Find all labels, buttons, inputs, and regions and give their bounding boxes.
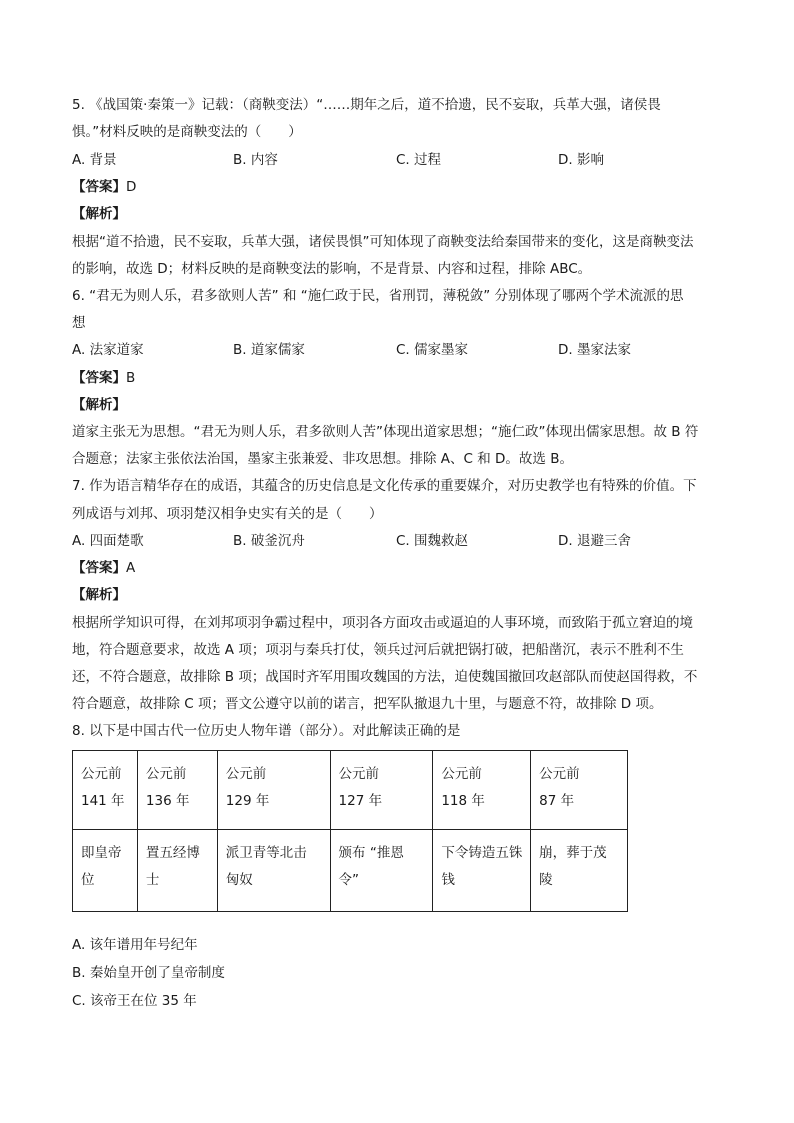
year-cell: 公元前 129 年 — [217, 751, 330, 830]
q5-option-a: A. 背景 — [72, 152, 117, 168]
q8-option-c: C. 该帝王在位 35 年 — [72, 993, 197, 1009]
q6-option-b: B. 道家儒家 — [233, 342, 305, 358]
q8-option-a: A. 该年谱用年号纪年 — [72, 937, 198, 953]
event-cell: 崩，葬于茂 陵 — [531, 830, 628, 912]
q7-answer — [72, 558, 135, 578]
q6-option-c: C. 儒家墨家 — [396, 342, 469, 358]
q7-analysis-line2: 地，符合题意要求，故选 A 项；项羽与秦兵打仗，领兵过河后就把锅打破，把船凿沉，表示不胜利不生 — [72, 642, 684, 658]
year-cell: 公元前 87 年 — [531, 751, 628, 830]
answer-label: 【答案】 — [72, 370, 126, 386]
event-cell: 派卫青等北击 匈奴 — [217, 830, 330, 912]
q5-option-d: D. 影响 — [558, 152, 604, 168]
year-cell: 公元前 136 年 — [137, 751, 217, 830]
q5-analysis-line1: 根据“道不拾遗，民不妄取，兵革大强，诸侯畏惧”可知体现了商鞅变法给秦国带来的变化，这是商鞅变法 — [72, 234, 694, 250]
event-cell: 下令铸造五铢 钱 — [433, 830, 531, 912]
answer-value: B — [126, 370, 136, 386]
q6-analysis-line2: 合题意；法家主张依法治国，墨家主张兼爱、非攻思想。排除 A、C 和 D。故选 B。 — [72, 451, 573, 467]
q5-stem-line2: 惧。”材料反映的是商鞅变法的（ ） — [72, 124, 302, 140]
q8-stem: 8. 以下是中国古代一位历史人物年谱（部分）。对此解读正确的是 — [72, 723, 461, 739]
q6-analysis-line1: 道家主张无为思想。“君无为则人乐，君多欲则人苦”体现出道家思想；“施仁政”体现出儒家思想。故 B 符 — [72, 424, 699, 440]
q7-option-a: A. 四面楚歌 — [72, 533, 144, 549]
q6-answer — [72, 368, 135, 388]
q5-analysis-label: 【解析】 — [72, 206, 126, 222]
q7-analysis-line4: 符合题意，故排除 C 项；晋文公遵守以前的诺言，把军队撤退九十里，与题意不符，故排除 D 项。 — [72, 696, 663, 712]
year-cell: 公元前 127 年 — [330, 751, 433, 830]
q6-option-d: D. 墨家法家 — [558, 342, 631, 358]
q7-analysis-line1: 根据所学知识可得，在刘邦项羽争霸过程中，项羽各方面攻击或逼迫的人事环境，而致陷于孤立窘迫的境 — [72, 615, 693, 631]
q5-answer — [72, 177, 136, 197]
q7-option-d: D. 退避三舍 — [558, 533, 631, 549]
answer-label: 【答案】 — [72, 179, 126, 195]
table-row-years — [73, 751, 628, 830]
q7-stem-line2: 列成语与刘邦、项羽楚汉相争史实有关的是（ ） — [72, 506, 383, 522]
table-row-events — [73, 830, 628, 912]
q7-stem-line1: 7. 作为语言精华存在的成语，其蕴含的历史信息是文化传承的重要媒介，对历史教学也有特殊的价值。下 — [72, 478, 697, 494]
year-cell: 公元前 118 年 — [433, 751, 531, 830]
chronology-table — [72, 750, 628, 912]
q6-option-a: A. 法家道家 — [72, 342, 144, 358]
q6-analysis-label: 【解析】 — [72, 397, 126, 413]
q5-stem-line1: 5. 《战国策·秦策一》记载：（商鞅变法）“……期年之后，道不拾遗，民不妄取，兵革大强，诸侯畏 — [72, 97, 661, 113]
q5-option-c: C. 过程 — [396, 152, 442, 168]
q5-analysis-line2: 的影响，故选 D；材料反映的是商鞅变法的影响，不是背景、内容和过程，排除 ABC。 — [72, 261, 592, 277]
q6-stem-line1: 6. “君无为则人乐，君多欲则人苦” 和 “施仁政于民，省刑罚，薄税敛” 分别体现了哪两个学术流派的思 — [72, 288, 684, 304]
q6-stem-line2: 想 — [72, 315, 86, 331]
q8-option-b: B. 秦始皇开创了皇帝制度 — [72, 965, 225, 981]
event-cell: 置五经博 士 — [137, 830, 217, 912]
event-cell: 颁布 “推恩 令” — [330, 830, 433, 912]
answer-value: A — [126, 560, 136, 576]
q7-option-c: C. 围魏救赵 — [396, 533, 469, 549]
answer-value: D — [126, 179, 137, 195]
q7-analysis-line3: 还，不符合题意，故排除 B 项；战国时齐军用围攻魏国的方法，迫使魏国撤回攻赵部队而使赵国得救，不 — [72, 669, 698, 685]
answer-label: 【答案】 — [72, 560, 126, 576]
q7-option-b: B. 破釜沉舟 — [233, 533, 305, 549]
q7-analysis-label: 【解析】 — [72, 587, 126, 603]
q5-option-b: B. 内容 — [233, 152, 278, 168]
year-cell: 公元前 141 年 — [73, 751, 138, 830]
event-cell: 即皇帝 位 — [73, 830, 138, 912]
